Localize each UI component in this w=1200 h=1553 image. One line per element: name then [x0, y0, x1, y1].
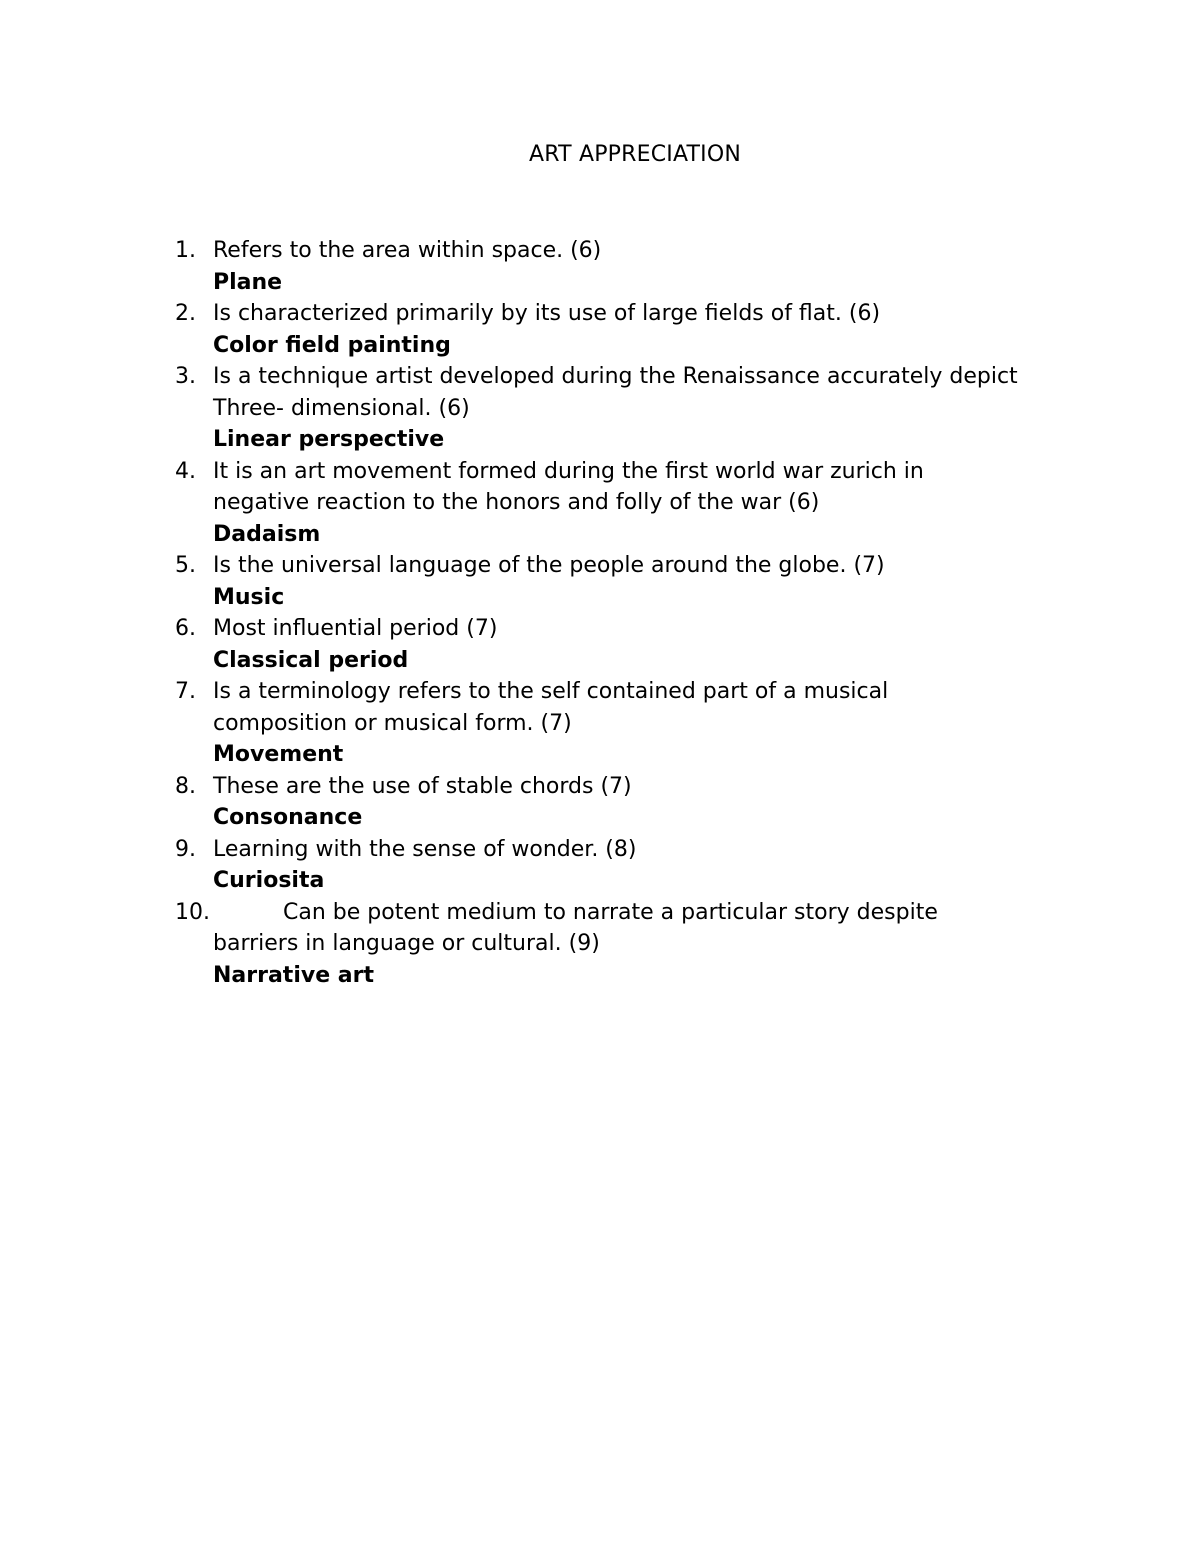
question-text: Is the universal language of the people around the globe. (7)	[213, 553, 885, 578]
question-number: 3.	[175, 364, 196, 389]
answer-text: Narrative art	[213, 962, 374, 988]
answer-text: Color field painting	[213, 332, 451, 358]
question-item-5	[175, 550, 1025, 613]
question-item-4	[175, 456, 1025, 551]
question-text: Is characterized primarily by its use of large fields of flat. (6)	[213, 301, 881, 326]
question-number: 7.	[175, 679, 196, 704]
question-item-10	[175, 897, 1025, 992]
answer-text: Curiosita	[213, 868, 325, 893]
answer-text: Dadaism	[213, 521, 321, 547]
question-text: It is an art movement formed during the first world war zurich in negative reaction to the honors and folly of the war (6)	[213, 458, 924, 515]
question-item-8	[175, 771, 1025, 834]
question-text: Is a terminology refers to the self contained part of a musical composition or musical form. (7)	[213, 679, 889, 736]
question-number: 5.	[175, 553, 196, 578]
question-number: 1.	[175, 238, 196, 263]
question-text: Learning with the sense of wonder. (8)	[213, 836, 637, 862]
question-number: 10.	[175, 899, 210, 925]
question-text: Can be potent medium to narrate a particular story despite barriers in language or cultural. (9)	[213, 899, 938, 956]
answer-text: Consonance	[213, 805, 363, 830]
question-item-7	[175, 676, 1025, 771]
document-title: ART APPRECIATION	[528, 142, 742, 167]
question-number: 8.	[175, 773, 196, 799]
question-text: Is a technique artist developed during the Renaissance accurately depict Three- dimensional. (6)	[213, 364, 1018, 421]
question-item-3	[175, 361, 1025, 456]
question-number: 4.	[175, 458, 196, 484]
question-text: Most influential period (7)	[213, 616, 498, 641]
question-number: 6.	[175, 616, 196, 641]
answer-text: Music	[213, 584, 285, 610]
question-item-2	[175, 298, 1025, 361]
question-item-1	[175, 235, 1025, 298]
question-text: Refers to the area within space. (6)	[213, 238, 602, 263]
answer-text: Linear perspective	[213, 427, 445, 452]
answer-text: Plane	[213, 269, 283, 295]
answer-text: Classical period	[213, 647, 409, 673]
question-list	[175, 235, 1025, 991]
question-item-9	[175, 834, 1025, 897]
question-number: 9.	[175, 836, 196, 862]
question-text: These are the use of stable chords (7)	[213, 773, 632, 799]
question-item-6	[175, 613, 1025, 676]
question-number: 2.	[175, 301, 196, 326]
answer-text: Movement	[213, 742, 344, 767]
